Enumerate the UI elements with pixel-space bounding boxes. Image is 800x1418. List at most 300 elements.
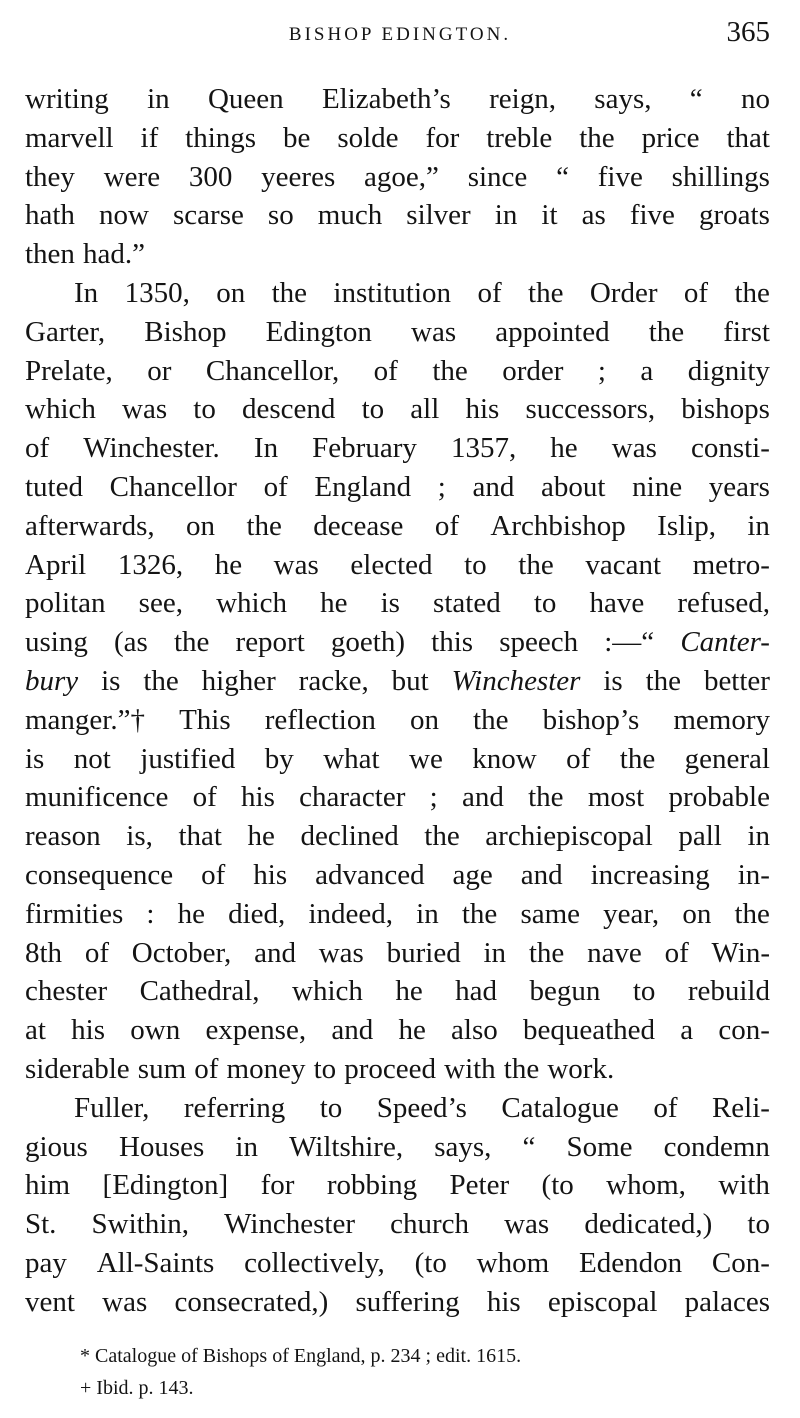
word: same — [520, 897, 581, 930]
word: ; — [437, 470, 446, 503]
word: Houses — [118, 1130, 205, 1163]
word: All-Saints — [96, 1246, 215, 1279]
word: that — [726, 121, 770, 154]
word: speech — [499, 626, 579, 659]
word: the — [528, 936, 565, 969]
word: marvell — [25, 121, 114, 154]
text-line — [25, 390, 770, 429]
word: general — [684, 742, 770, 775]
word: munificence — [25, 781, 169, 814]
word: 300 — [188, 160, 233, 193]
word: Some — [566, 1130, 633, 1163]
text-line — [25, 352, 770, 391]
word: firmities — [25, 897, 124, 930]
word: him — [25, 1169, 71, 1202]
word: things — [185, 121, 257, 154]
text-line — [25, 934, 770, 973]
word: successors, — [525, 393, 656, 426]
text-line — [25, 158, 770, 197]
word: nine — [632, 470, 683, 503]
word: metro- — [692, 548, 770, 581]
word: to — [464, 548, 487, 581]
word: agoe,” — [364, 160, 439, 193]
word: Prelate, — [25, 354, 113, 387]
word: consti- — [690, 432, 770, 465]
word: his — [465, 393, 500, 426]
text-line — [25, 895, 770, 934]
word: is — [101, 664, 121, 697]
word: politan — [25, 587, 106, 620]
word: Elizabeth’s — [321, 83, 451, 115]
word: whom — [476, 1246, 550, 1279]
word: Winchester — [451, 664, 581, 697]
word: dedicated,) — [584, 1208, 713, 1241]
word: since — [467, 160, 528, 193]
word: money — [226, 1052, 306, 1085]
word: and — [461, 781, 504, 814]
word: whom, — [606, 1169, 686, 1202]
word: “ — [522, 1130, 536, 1163]
word: October, — [131, 936, 232, 969]
word: con- — [718, 1014, 770, 1047]
word: the — [424, 820, 460, 853]
word: also — [451, 1014, 498, 1047]
running-title: BISHOP EDINGTON. — [288, 24, 512, 45]
word: is — [380, 587, 400, 620]
word: indeed, — [308, 897, 394, 930]
word: they — [25, 160, 75, 193]
word: expense, — [205, 1014, 307, 1047]
word: chester — [25, 975, 108, 1008]
word: which — [216, 587, 287, 620]
word: silver — [406, 199, 471, 232]
word: the — [503, 1052, 540, 1085]
word: about — [541, 470, 606, 503]
word: racke, — [298, 664, 369, 697]
word: as — [581, 199, 606, 232]
word: the — [461, 897, 498, 930]
word: is — [603, 664, 623, 697]
word: February — [312, 432, 417, 465]
word: was — [122, 393, 168, 426]
word: the — [271, 276, 308, 309]
word: so — [267, 199, 294, 232]
text-line — [25, 1050, 770, 1089]
word: price — [641, 121, 700, 154]
word: of — [664, 936, 689, 969]
word: hath — [25, 199, 75, 232]
word: to — [193, 393, 216, 426]
word: treble — [486, 121, 553, 154]
word: decease — [313, 509, 404, 542]
word: appointed — [495, 315, 610, 348]
word: years — [708, 470, 770, 503]
word: be — [283, 121, 311, 154]
word: own — [130, 1014, 181, 1047]
word: was — [102, 1285, 148, 1318]
word: Bishop — [144, 315, 227, 348]
word: 8th — [25, 936, 63, 969]
word: is, — [126, 820, 153, 853]
word: Edington — [265, 315, 372, 348]
word: if — [140, 121, 159, 154]
footnote: * Catalogue of Bishops of England, p. 234 ; edit. 1615. — [80, 1345, 522, 1367]
word: by — [264, 742, 294, 775]
word: Con- — [711, 1246, 770, 1279]
word: Peter — [449, 1169, 510, 1202]
word: his — [253, 858, 288, 891]
word: (to — [414, 1246, 447, 1279]
page-header — [0, 16, 800, 56]
word: a — [680, 1014, 694, 1047]
word: April — [25, 548, 87, 581]
word: justified — [140, 742, 236, 775]
word: five — [597, 160, 643, 193]
word: England — [314, 470, 412, 503]
word: his — [241, 781, 275, 814]
word: of — [84, 936, 110, 969]
word: :—“ — [604, 626, 655, 659]
word: [Edington] — [102, 1169, 229, 1202]
word: a — [640, 354, 654, 387]
word: had.” — [83, 238, 146, 271]
word: pall — [678, 820, 722, 853]
word: palaces — [684, 1285, 770, 1318]
word: (as — [113, 626, 148, 659]
word: declined — [300, 820, 399, 853]
text-line — [25, 740, 770, 779]
word: Speed’s — [376, 1091, 467, 1124]
word: in — [147, 83, 170, 115]
word: no — [740, 83, 770, 115]
word: ; — [429, 781, 438, 814]
word: reflection — [264, 703, 376, 736]
word: 1326, — [117, 548, 184, 581]
word: his — [71, 1014, 106, 1047]
text-line — [25, 972, 770, 1011]
word: was — [273, 548, 319, 581]
word: archiepiscopal — [485, 820, 653, 853]
word: is — [25, 742, 45, 775]
word: Fuller, — [74, 1091, 150, 1124]
word: were — [103, 160, 161, 193]
word: afterwards, — [25, 509, 155, 542]
word: the — [645, 664, 682, 697]
word: Chancellor — [109, 470, 237, 503]
text-line — [25, 313, 770, 352]
body-text — [25, 80, 770, 1322]
word: in — [494, 199, 518, 232]
word: to — [319, 1091, 343, 1124]
text-line — [25, 235, 770, 274]
word: of — [566, 742, 591, 775]
word: proceed — [344, 1052, 437, 1085]
word: the — [528, 781, 564, 814]
word: it — [541, 199, 558, 232]
word: for — [425, 121, 460, 154]
word: Islip, — [657, 509, 716, 542]
word: which — [292, 975, 363, 1008]
word: have — [589, 587, 645, 620]
word: was — [504, 1208, 550, 1241]
word: the — [518, 548, 554, 581]
text-line — [25, 80, 770, 119]
word: manger.”† — [25, 703, 145, 736]
word: and — [254, 936, 296, 969]
word: in — [416, 897, 439, 930]
word: “ — [556, 160, 569, 193]
word: bishops — [681, 393, 770, 426]
word: episcopal — [547, 1285, 658, 1318]
word: In — [74, 276, 99, 309]
word: says, — [434, 1130, 492, 1163]
word: consequence — [25, 858, 174, 891]
word: buried — [386, 936, 461, 969]
word: Chancellor, — [205, 354, 340, 387]
word: “ — [689, 83, 703, 115]
word: the — [734, 276, 770, 309]
word: of — [434, 509, 460, 542]
word: advanced — [315, 858, 425, 891]
word: he — [177, 897, 205, 930]
text-line — [25, 196, 770, 235]
word: elected — [350, 548, 433, 581]
word: this — [431, 626, 474, 659]
word: and — [331, 1014, 374, 1047]
word: in — [483, 936, 507, 969]
word: 1357, — [450, 432, 517, 465]
word: Win- — [711, 936, 770, 969]
word: the — [473, 703, 509, 736]
word: of — [194, 1052, 219, 1085]
word: pay — [25, 1246, 67, 1279]
word: of — [25, 432, 50, 465]
word: the — [734, 897, 770, 930]
word: which — [25, 393, 96, 426]
word: robbing — [326, 1169, 418, 1202]
word: in — [235, 1130, 258, 1163]
word: of — [192, 781, 217, 814]
word: reason — [25, 820, 101, 853]
word: In — [253, 432, 279, 465]
word: Garter, — [25, 315, 106, 348]
text-line — [25, 1244, 770, 1283]
word: siderable — [25, 1052, 130, 1085]
word: bequeathed — [523, 1014, 656, 1047]
word: consecrated,) — [174, 1285, 329, 1318]
word: with — [718, 1169, 770, 1202]
word: then — [25, 238, 75, 271]
word: says, — [594, 83, 652, 115]
word: Order — [589, 276, 658, 309]
word: the — [432, 354, 468, 387]
word: condemn — [663, 1130, 770, 1163]
word: Queen — [207, 83, 284, 115]
text-line — [25, 546, 770, 585]
word: all — [410, 393, 440, 426]
word: was — [611, 432, 657, 465]
word: on — [682, 897, 712, 930]
word: Wiltshire, — [289, 1130, 404, 1163]
word: St. — [25, 1208, 57, 1241]
word: with — [444, 1052, 496, 1085]
text-line — [25, 1166, 770, 1205]
word: what — [323, 742, 380, 775]
word: and — [472, 470, 515, 503]
word: collectively, — [244, 1246, 385, 1279]
word: died, — [228, 897, 286, 930]
word: Reli- — [711, 1091, 770, 1124]
word: memory — [673, 703, 770, 736]
word: he — [320, 587, 348, 620]
word: the — [246, 509, 282, 542]
text-line — [25, 507, 770, 546]
word: on — [186, 509, 216, 542]
word: age — [452, 858, 493, 891]
word: refused, — [677, 587, 770, 620]
word: dignity — [687, 354, 770, 387]
word: tuted — [25, 470, 83, 503]
text-line — [25, 1128, 770, 1167]
word: most — [587, 781, 645, 814]
word: in- — [737, 858, 770, 891]
word: the — [579, 121, 615, 154]
word: was — [411, 315, 457, 348]
word: the — [143, 664, 179, 697]
word: to — [632, 975, 656, 1008]
word: at — [25, 1014, 46, 1047]
word: of — [653, 1091, 678, 1124]
word: Swithin, — [91, 1208, 190, 1241]
page-number: 365 — [726, 16, 770, 48]
word: on — [216, 276, 246, 309]
footnote: + Ibid. p. 143. — [80, 1377, 194, 1399]
word: for — [260, 1169, 295, 1202]
text-line — [25, 119, 770, 158]
text-line — [25, 623, 770, 662]
word: stated — [433, 587, 501, 620]
word: that — [178, 820, 222, 853]
word: begun — [529, 975, 601, 1008]
word: increasing — [590, 858, 710, 891]
word: higher — [201, 664, 276, 697]
word: Winchester — [224, 1208, 356, 1241]
text-line — [25, 429, 770, 468]
word: of — [373, 354, 398, 387]
word: the — [619, 742, 656, 775]
word: he — [398, 1014, 426, 1047]
word: (to — [541, 1169, 574, 1202]
word: in — [747, 820, 770, 853]
word: report — [235, 626, 305, 659]
word: Winchester. — [83, 432, 220, 465]
word: groats — [698, 199, 770, 232]
word: we — [409, 742, 443, 775]
word: see, — [138, 587, 183, 620]
word: bury — [25, 664, 79, 697]
text-line — [25, 1011, 770, 1050]
word: better — [703, 664, 770, 697]
text-line — [25, 584, 770, 623]
word: he — [550, 432, 578, 465]
word: This — [179, 703, 231, 736]
text-line — [25, 1089, 770, 1128]
word: writing — [25, 83, 109, 115]
word: solde — [337, 121, 399, 154]
word: and — [520, 858, 563, 891]
word: he — [214, 548, 243, 581]
word: goeth) — [330, 626, 406, 659]
word: five — [629, 199, 675, 232]
word: work. — [547, 1052, 615, 1085]
word: or — [147, 354, 172, 387]
word: in — [747, 509, 770, 542]
word: was — [318, 936, 364, 969]
word: of — [201, 858, 226, 891]
word: of — [263, 470, 288, 503]
word: of — [683, 276, 709, 309]
text-line — [25, 701, 770, 740]
word: character — [299, 781, 406, 814]
word: referring — [183, 1091, 286, 1124]
word: know — [472, 742, 537, 775]
word: : — [146, 897, 155, 930]
text-line — [25, 817, 770, 856]
word: Canter- — [680, 626, 770, 659]
text-line — [25, 856, 770, 895]
word: not — [73, 742, 111, 775]
word: sum — [137, 1052, 187, 1085]
word: first — [723, 315, 770, 348]
word: now — [99, 199, 149, 232]
word: to — [747, 1208, 770, 1241]
word: vacant — [585, 548, 661, 581]
footnotes — [80, 1340, 770, 1404]
word: Archbishop — [490, 509, 626, 542]
word: vent — [25, 1285, 75, 1318]
text-line — [25, 778, 770, 817]
word: nave — [587, 936, 642, 969]
word: he — [395, 975, 423, 1008]
word: the — [648, 315, 685, 348]
word: bishop’s — [542, 703, 640, 736]
word: probable — [668, 781, 770, 814]
word: on — [409, 703, 439, 736]
word: ; — [597, 354, 606, 387]
word: the — [528, 276, 564, 309]
word: his — [486, 1285, 521, 1318]
word: much — [317, 199, 383, 232]
word: to — [533, 587, 557, 620]
word: suffering — [355, 1285, 460, 1318]
word: of — [477, 276, 502, 309]
word: had — [455, 975, 498, 1008]
word: using — [25, 626, 88, 659]
word: reign, — [489, 83, 556, 115]
text-line — [25, 662, 770, 701]
text-line — [25, 468, 770, 507]
word: order — [502, 354, 564, 387]
text-line — [25, 274, 770, 313]
word: 1350, — [124, 276, 190, 309]
word: institution — [333, 276, 452, 309]
word: descend — [242, 393, 336, 426]
word: shillings — [671, 160, 770, 193]
word: scarse — [173, 199, 244, 232]
word: the — [173, 626, 210, 659]
word: gious — [25, 1130, 88, 1163]
text-line — [25, 1283, 770, 1322]
